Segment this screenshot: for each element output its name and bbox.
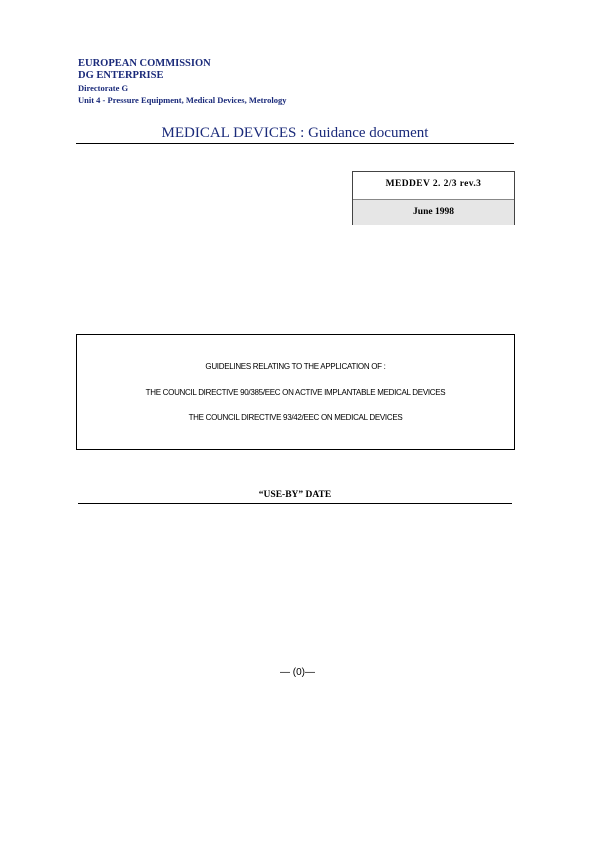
guidelines-line-1: GUIDELINES RELATING TO THE APPLICATION OF : [205, 362, 386, 371]
issuer-header [78, 58, 286, 106]
dg-name: DG ENTERPRISE [78, 70, 164, 81]
end-mark: — (0)— [280, 667, 315, 678]
title-divider [76, 143, 514, 144]
reference-box [352, 171, 515, 225]
org-name: EUROPEAN COMMISSION [78, 58, 211, 69]
directorate-name: Directorate G [78, 83, 129, 93]
subject-divider [78, 503, 512, 504]
subject-heading: “USE-BY” DATE [258, 490, 332, 500]
reference-code: MEDDEV 2. 2/3 rev.3 [353, 172, 514, 200]
guidelines-line-3: THE COUNCIL DIRECTIVE 93/42/EEC ON MEDICAL DEVICES [188, 413, 403, 422]
document-title: MEDICAL DEVICES : Guidance document [161, 125, 429, 141]
guidelines-line-2: THE COUNCIL DIRECTIVE 90/385/EEC ON ACTIVE IMPLANTABLE MEDICAL DEVICES [145, 388, 446, 397]
unit-name: Unit 4 - Pressure Equipment, Medical Devices, Metrology [78, 95, 287, 105]
guidelines-box [76, 334, 515, 450]
reference-date: June 1998 [353, 200, 514, 225]
